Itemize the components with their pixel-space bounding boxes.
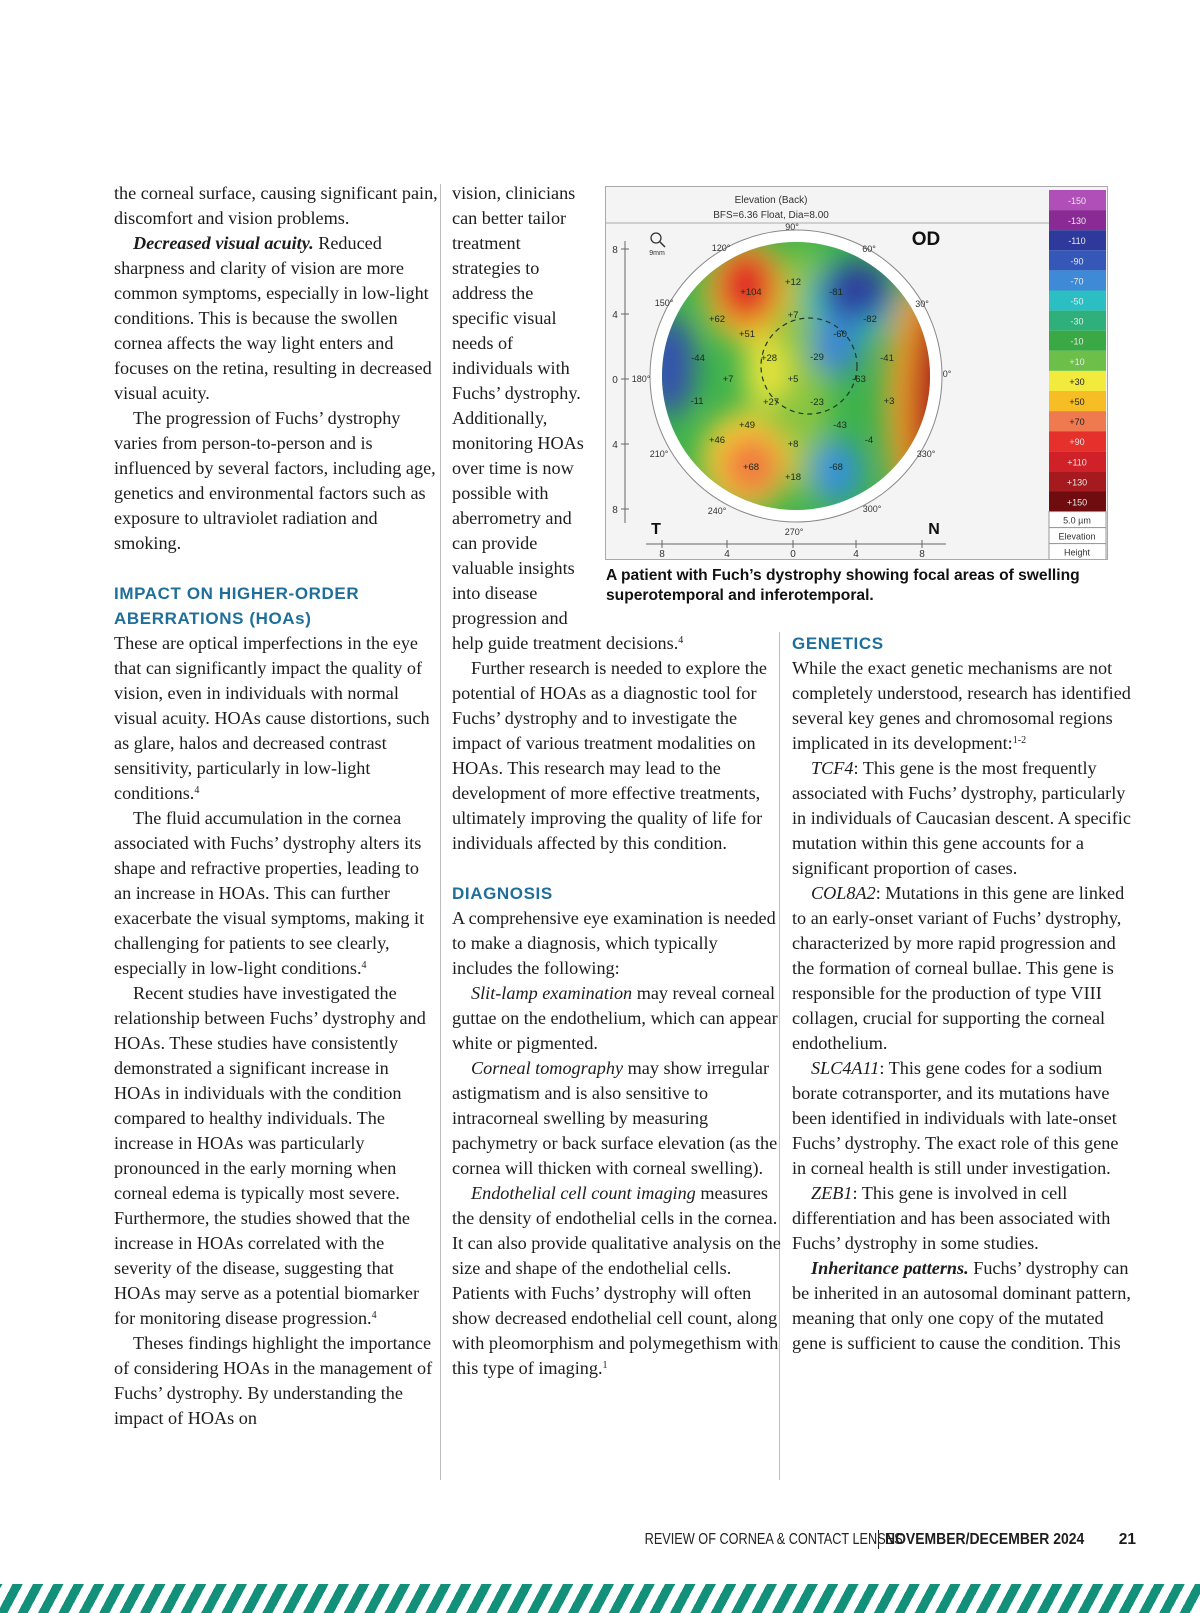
map-value: +18 <box>784 472 802 483</box>
map-value: +68 <box>742 462 760 473</box>
paragraph-text: : Mutations in this gene are linked to an early-onset variant of Fuchs’ dystrophy, characterized by more rapid progression and the formation of corneal bullae. This gene is responsible for the production of type VIII collagen, crucial for supporting the corneal endothelium. <box>792 883 1125 1053</box>
x-tick-label: 4 <box>724 549 730 559</box>
paragraph-text: : This gene codes for a sodium borate cotransporter, and its mutations have been identified in individuals with late-onset Fuchs’ dystrophy. The exact role of this gene in corneal health is still under investigation. <box>792 1058 1119 1178</box>
publication-name: REVIEW OF CORNEA & CONTACT LENSES <box>644 1530 903 1548</box>
reference: 4 <box>678 635 684 646</box>
scale-label: +110 <box>1067 457 1087 468</box>
paragraph-text: vision, clinicians can better tailor treatment strategies to address the specific visual needs of individuals with Fuchs’ dystrophy. Additionally, monitoring HOAs over time is now possible with aberrometry and can provide valuable insights into disease progression and help guide treatment decisions. <box>452 183 679 653</box>
zoom-label: 9mm <box>649 250 665 257</box>
corneal-elevation-map-figure <box>605 186 1108 560</box>
map-value: -60 <box>833 329 847 340</box>
scale-label: -130 <box>1067 216 1087 227</box>
scale-label: -70 <box>1070 276 1084 287</box>
paragraph-text: : This gene is the most frequently associated with Fuchs’ dystrophy, particularly in individuals of Caucasian descent. A specific mutation within this gene accounts for a significant proportion of cases. <box>792 758 1131 878</box>
reference: 1 <box>602 1360 608 1371</box>
paragraph-text: Reduced sharpness and clarity of vision are more common symptoms, especially in low-light conditions. This is because the swollen cornea affects the way light enters and focuses on the retina, resulting in decreased visual acuity. <box>114 233 432 403</box>
map-value: -44 <box>691 353 705 364</box>
scale-info: Elevation <box>1058 531 1096 542</box>
gene-name: COL8A2 <box>811 883 876 903</box>
angle-label: 330° <box>916 449 936 459</box>
paragraph: The progression of Fuchs’ dystrophy varies from person-to-person and is influenced by several factors, including age, genetics and environmental factors such as exposure to ultraviolet radiation and smoking. <box>114 408 436 553</box>
scale-label: +130 <box>1066 477 1088 488</box>
section-heading: IMPACT ON HIGHER-ORDER ABERRATIONS (HOAs) <box>114 584 360 628</box>
angle-label: 90° <box>785 222 799 232</box>
x-tick-label: 8 <box>919 549 925 559</box>
scale-label: +70 <box>1069 417 1085 428</box>
map-value: -68 <box>829 462 843 473</box>
paragraph-text: may reveal corneal guttae on the endothelium, which can appear white or pigmented. <box>452 983 778 1053</box>
map-value: +3 <box>883 396 895 407</box>
figure-caption: A patient with Fuch’s dystrophy showing focal areas of swelling superotemporal and inferotemporal. <box>606 567 1080 604</box>
y-tick-label: 8 <box>612 245 618 256</box>
page-number: 21 <box>1118 1530 1136 1548</box>
paragraph-text: Fuchs’ dystrophy can be inherited in an autosomal dominant pattern, meaning that only one copy of the mutated gene is sufficient to cause the condition. This <box>792 1258 1131 1353</box>
map-value: +12 <box>784 277 802 288</box>
scale-label: +10 <box>1069 356 1085 367</box>
reference: 4 <box>361 960 367 971</box>
angle-label: 30° <box>915 299 929 309</box>
paragraph-text: While the exact genetic mechanisms are not completely understood, research has identified several key genes and chromosomal regions implicated in its development: <box>792 658 1131 753</box>
map-value: +7 <box>787 310 799 321</box>
x-tick-label: 8 <box>659 549 665 559</box>
map-value: -63 <box>852 374 866 385</box>
paragraph-text: : This gene is involved in cell differentiation and has been associated with Fuchs’ dystrophy in some studies. <box>792 1183 1111 1253</box>
paragraph <box>792 656 1136 756</box>
paragraph <box>792 1056 1136 1181</box>
reference: 4 <box>194 785 200 796</box>
paragraph <box>792 1256 1136 1356</box>
scale-label: -10 <box>1070 336 1084 347</box>
paragraph-text: These are optical imperfections in the eye that can significantly impact the quality of vision, even in individuals with normal visual acuity. HOAs cause distortions, such as glare, halos and decreased contrast sensitivity, particularly in low-light conditions. <box>114 633 430 803</box>
map-value: +5 <box>787 374 799 385</box>
paragraph <box>114 806 438 981</box>
term: Corneal tomography <box>471 1058 624 1078</box>
paragraph: the corneal surface, causing significant pain, discomfort and vision problems. <box>114 183 438 228</box>
angle-label: 120° <box>711 243 731 253</box>
magnifier-icon <box>651 233 665 247</box>
angle-label: 60° <box>862 244 876 254</box>
map-value: +62 <box>708 314 726 325</box>
map-value: -81 <box>829 287 843 298</box>
angle-label: 270° <box>784 527 804 537</box>
scale-label: +90 <box>1069 437 1085 448</box>
map-value: +104 <box>740 287 762 298</box>
scale-label: -30 <box>1070 316 1084 327</box>
scale-label: -50 <box>1070 296 1084 307</box>
paragraph <box>114 981 438 1331</box>
angle-label: 210° <box>649 449 669 459</box>
temporal-label: T <box>651 521 661 538</box>
angle-label: 300° <box>862 504 882 514</box>
section-heading: DIAGNOSIS <box>452 884 553 903</box>
paragraph <box>792 1181 1136 1256</box>
map-value: -43 <box>833 420 847 431</box>
term: Endothelial cell count imaging <box>471 1183 696 1203</box>
angle-label: 0° <box>942 369 952 379</box>
run-in-heading: Decreased visual acuity. <box>133 233 314 253</box>
reference: 1-2 <box>1012 735 1027 746</box>
paragraph <box>114 231 438 406</box>
column-1 <box>114 181 438 1431</box>
paragraph-text: may show irregular astigmatism and is also sensitive to intracorneal swelling by measuring pachymetry or back surface elevation (as the cornea will thicken with corneal swelling). <box>452 1058 778 1178</box>
paragraph <box>452 1056 782 1181</box>
map-value: -23 <box>810 397 824 408</box>
map-value: -29 <box>810 352 824 363</box>
paragraph <box>114 631 438 806</box>
y-tick-label: 4 <box>612 310 618 321</box>
paragraph-text: measures the density of endothelial cells in the cornea. It can also provide qualitative analysis on the size and shape of the endothelial cells. Patients with Fuchs’ dystrophy will often show decreased endothelial cell count, along with pleomorphism and polymegethism with this type of imaging. <box>452 1183 781 1378</box>
map-value: +8 <box>787 439 799 450</box>
gene-name: SLC4A11 <box>811 1058 880 1078</box>
x-tick-label: 0 <box>790 549 796 559</box>
paragraph <box>792 881 1136 1056</box>
section-heading: GENETICS <box>792 634 884 653</box>
scale-label: -110 <box>1068 236 1086 247</box>
y-tick-label: 4 <box>612 440 618 451</box>
eye-label: OD <box>911 229 941 250</box>
gene-name: TCF4 <box>811 758 854 778</box>
paragraph: Further research is needed to explore the potential of HOAs as a diagnostic tool for Fuchs’ dystrophy and to investigate the impact of various treatment modalities on HOAs. This research may lead to the development of more effective treatments, ultimately improving the quality of life for individuals affected by this condition. <box>452 658 767 853</box>
paragraph: Theses findings highlight the importance of considering HOAs in the management of Fuchs’ dystrophy. By understanding the impact of HOAs on <box>114 1333 433 1428</box>
scale-label: +30 <box>1069 376 1085 387</box>
gene-name: ZEB1 <box>811 1183 853 1203</box>
y-tick-label: 0 <box>612 375 618 386</box>
decorative-stripe-band <box>0 1584 1200 1613</box>
map-value: -82 <box>863 314 877 325</box>
term: Slit-lamp examination <box>471 983 633 1003</box>
issue-date: NOVEMBER/DECEMBER 2024 <box>885 1530 1085 1548</box>
map-subtitle: BFS=6.36 Float, Dia=8.00 <box>713 210 829 221</box>
paragraph <box>452 1181 782 1381</box>
map-value: -41 <box>880 353 894 364</box>
map-value: +51 <box>738 329 756 340</box>
scale-info: Height <box>1063 547 1091 558</box>
map-value: +46 <box>708 435 726 446</box>
angle-label: 180° <box>631 374 651 384</box>
paragraph-text: The fluid accumulation in the cornea associated with Fuchs’ dystrophy alters its shape and refractive properties, leading to an increase in HOAs. This can further exacerbate the visual symptoms, making it challenging for patients to see clearly, especially in low-light conditions. <box>114 808 425 978</box>
paragraph <box>452 981 782 1056</box>
paragraph: A comprehensive eye examination is needed to make a diagnosis, which typically includes the following: <box>452 908 776 978</box>
map-value: +7 <box>722 374 734 385</box>
reference: 4 <box>371 1310 377 1321</box>
paragraph-text: Recent studies have investigated the relationship between Fuchs’ dystrophy and HOAs. These studies have consistently demonstrated a significant increase in HOAs in individuals with the condition compared to healthy individuals. The increase in HOAs was particularly pronounced in the early morning when corneal edema is typically most severe. Furthermore, the studies showed that the increase in HOAs correlated with the severity of the disease, suggesting that HOAs may serve as a potential biomarker for monitoring disease progression. <box>114 983 426 1328</box>
page-footer <box>588 1530 1136 1549</box>
column-3 <box>792 631 1136 1356</box>
angle-label: 240° <box>707 506 727 516</box>
scale-label: -150 <box>1067 196 1087 206</box>
scale-info: 5.0 µm <box>1063 515 1091 526</box>
map-title: Elevation (Back) <box>734 195 808 206</box>
angle-label: 150° <box>654 298 674 308</box>
scale-label: -90 <box>1070 256 1084 267</box>
nasal-label: N <box>928 521 940 538</box>
x-tick-label: 4 <box>853 549 859 559</box>
paragraph <box>792 756 1136 881</box>
y-tick-label: 8 <box>612 505 618 516</box>
map-value: -11 <box>690 396 704 407</box>
column-rule <box>440 184 441 1480</box>
map-value: +28 <box>760 353 778 364</box>
run-in-heading: Inheritance patterns. <box>811 1258 969 1278</box>
scale-label: +150 <box>1066 497 1088 508</box>
map-value: +49 <box>738 420 756 431</box>
map-value: -4 <box>864 435 874 446</box>
scale-label: +50 <box>1069 397 1085 407</box>
elevation-map <box>606 187 1107 559</box>
map-value: +27 <box>762 397 780 408</box>
